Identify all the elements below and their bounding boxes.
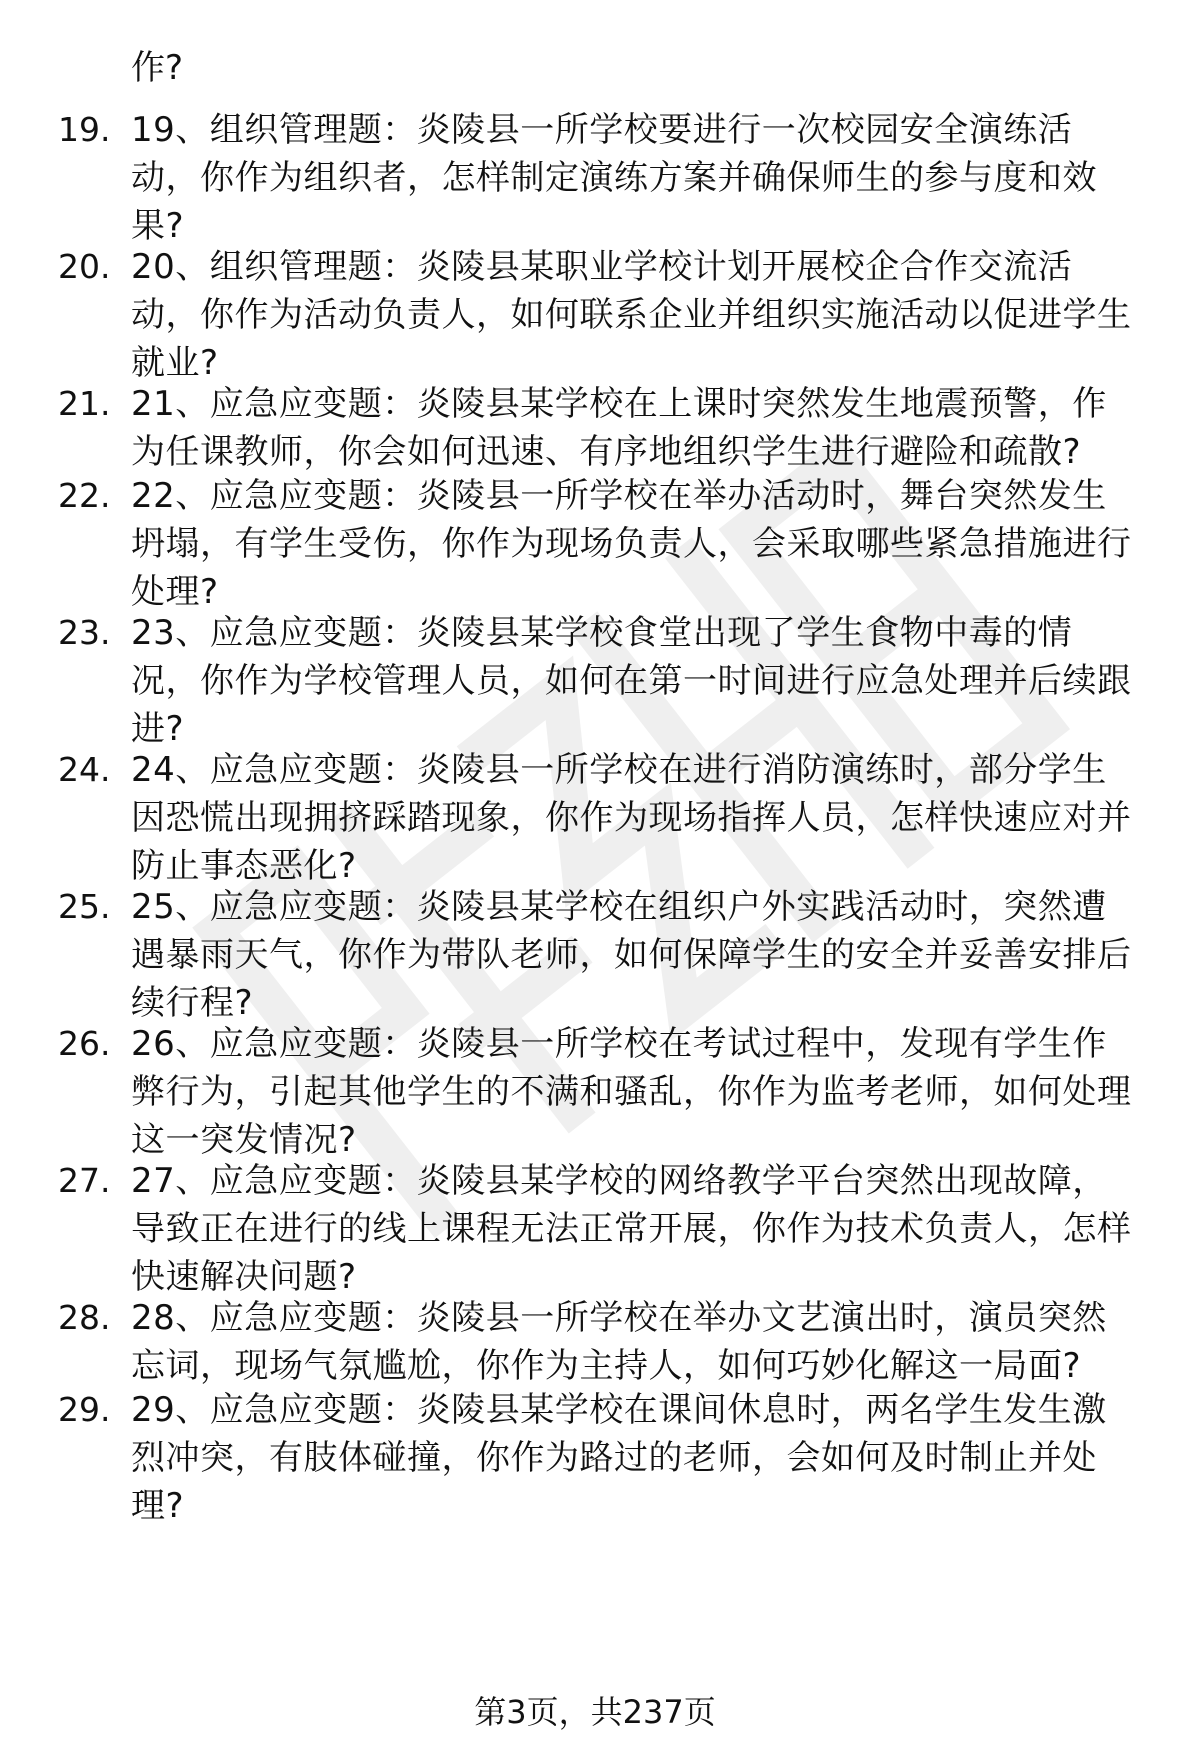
question-text: 28、应急应变题：炎陵县一所学校在举办文艺演出时，演员突然忘词，现场气氛尴尬，你作为主持人，如何巧妙化解这一局面? (131, 1298, 1107, 1386)
question-number: 29. (58, 1390, 111, 1429)
question-number: 22. (58, 476, 111, 515)
continuation-text: 作? (131, 48, 184, 88)
question-number: 26. (58, 1024, 111, 1063)
question-number: 25. (58, 887, 111, 926)
question-text: 22、应急应变题：炎陵县一所学校在举办活动时，舞台突然发生坍塌，有学生受伤，你作为现场负责人，会采取哪些紧急措施进行处理? (131, 476, 1132, 612)
question-number: 19. (58, 110, 111, 149)
question-text: 26、应急应变题：炎陵县一所学校在考试过程中，发现有学生作弊行为，引起其他学生的不满和骚乱，你作为监考老师，如何处理这一突发情况? (131, 1024, 1132, 1160)
question-text: 20、组织管理题：炎陵县某职业学校计划开展校企合作交流活动，你作为活动负责人，如何联系企业并组织实施活动以促进学生就业? (131, 247, 1132, 383)
question-number: 27. (58, 1161, 111, 1200)
question-text: 29、应急应变题：炎陵县某学校在课间休息时，两名学生发生激烈冲突，有肢体碰撞，你作为路过的老师，会如何及时制止并处理? (131, 1390, 1107, 1526)
question-number: 20. (58, 247, 111, 286)
question-number: 23. (58, 613, 111, 652)
question-text: 25、应急应变题：炎陵县某学校在组织户外实践活动时，突然遭遇暴雨天气，你作为带队老师，如何保障学生的安全并妥善安排后续行程? (131, 887, 1132, 1023)
question-text: 27、应急应变题：炎陵县某学校的网络教学平台突然出现故障，导致正在进行的线上课程无法正常开展，你作为技术负责人，怎样快速解决问题? (131, 1161, 1132, 1297)
question-number: 21. (58, 384, 111, 423)
question-number: 24. (58, 750, 111, 789)
question-text: 23、应急应变题：炎陵县某学校食堂出现了学生食物中毒的情况，你作为学校管理人员，如何在第一时间进行应急处理并后续跟进? (131, 613, 1132, 749)
question-number: 28. (58, 1298, 111, 1337)
question-text: 19、组织管理题：炎陵县一所学校要进行一次校园安全演练活动，你作为组织者，怎样制定演练方案并确保师生的参与度和效果? (131, 110, 1097, 246)
page-footer: 第3页，共237页 (474, 1693, 716, 1731)
question-text: 21、应急应变题：炎陵县某学校在上课时突然发生地震预警，作为任课教师，你会如何迅速、有序地组织学生进行避险和疏散? (131, 384, 1107, 472)
question-text: 24、应急应变题：炎陵县一所学校在进行消防演练时，部分学生因恐慌出现拥挤踩踏现象，你作为现场指挥人员，怎样快速应对并防止事态恶化? (131, 750, 1132, 886)
